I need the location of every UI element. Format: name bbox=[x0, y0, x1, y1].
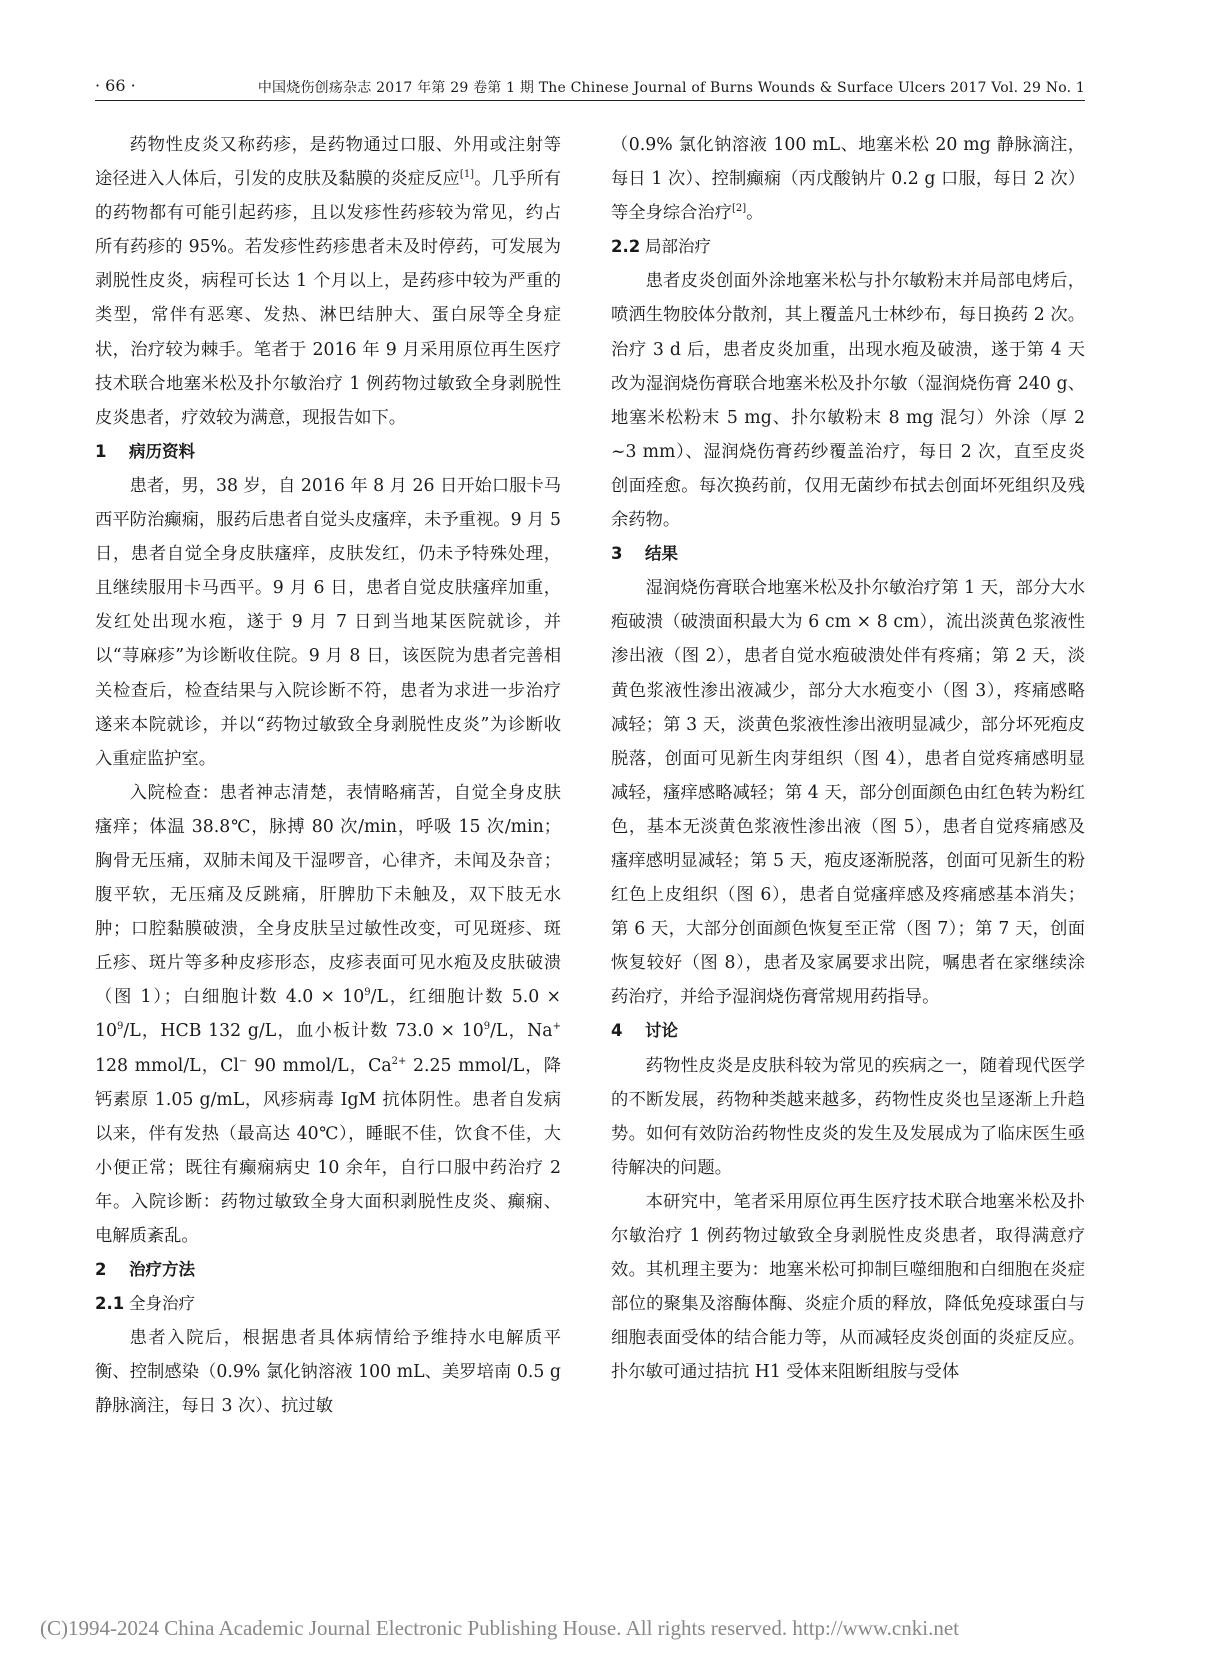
section-heading-treatment: 2 治疗方法 bbox=[95, 1260, 195, 1280]
section-heading-results: 3 结果 bbox=[611, 544, 678, 564]
journal-citation: 中国烧伤创疡杂志 2017 年第 29 卷第 1 期 The Chinese Journal of Burns Wounds & Surface Ulcers 2017 Vol. 29 No. 1 bbox=[257, 80, 1085, 96]
page-number: · 66 · bbox=[95, 76, 136, 95]
subsection-heading-local: 2.2 局部治疗 bbox=[611, 237, 711, 257]
results-paragraph: 湿润烧伤膏联合地塞米松及扑尔敏治疗第 1 天，部分大水疱破溃（破溃面积最大为 6 cm × 8 cm），流出淡黄色浆液性渗出液（图 2），患者自觉水疱破溃处伴有疼痛；第 2 天，淡黄色浆液性渗出液减少，部分大水疱变小（图 3），疼痛感略减轻；第 3 天，淡黄色浆液性渗出液明显减少，部分坏死疱皮脱落，创面可见新生肉芽组织（图 4），患者自觉疼痛感明显减轻，瘙痒感略减轻；第 4 天，部分创面颜色由红色转为粉红色，基本无淡黄色浆液性渗出液（图 5），患者自觉疼痛感及瘙痒感明显减轻；第 5 天，疱皮逐渐脱落，创面可见新生的粉红色上皮组织（图 6），患者自觉瘙痒感及疼痛感基本消失；第 6 天，大部分创面颜色恢复至正常（图 7）；第 7 天，创面恢复较好（图 8），患者及家属要求出院，嘱患者在家继续涂药治疗，并给予湿润烧伤膏常规用药指导。 bbox=[611, 578, 1085, 1008]
running-header bbox=[95, 72, 1085, 101]
left-column bbox=[95, 128, 561, 1424]
right-column bbox=[611, 128, 1085, 1389]
systemic-treatment-continued: （0.9% 氯化钠溶液 100 mL、地塞米松 20 mg 静脉滴注，每日 1 次）、控制癫痫（丙戊酸钠片 0.2 g 口服，每日 2 次）等全身综合治疗[2]。 bbox=[611, 135, 1085, 224]
section-heading-case: 1 病历资料 bbox=[95, 441, 195, 461]
discussion-paragraph-2: 本研究中，笔者采用原位再生医疗技术联合地塞米松及扑尔敏治疗 1 例药物过敏致全身剥脱性皮炎患者，取得满意疗效。其机理主要为：地塞米松可抑制巨噬细胞和白细胞在炎症部位的聚集及溶酶体酶、炎症介质的释放，降低免疫球蛋白与细胞表面受体的结合能力等，从而减轻皮炎创面的炎症反应。扑尔敏可通过拮抗 H1 受体来阻断组胺与受体 bbox=[611, 1191, 1085, 1383]
subsection-heading-systemic: 2.1 全身治疗 bbox=[95, 1294, 195, 1314]
case-history-paragraph: 患者，男，38 岁，自 2016 年 8 月 26 日开始口服卡马西平防治癫痫，服药后患者自觉头皮瘙痒，未予重视。9 月 5 日，患者自觉全身皮肤瘙痒，皮肤发红，仍未予特殊处理，且继续服用卡马西平。9 月 6 日，患者自觉皮肤瘙痒加重，发红处出现水疱，遂于 9 月 7 日到当地某医院就诊，并以“荨麻疹”为诊断收住院。9 月 8 日，该医院为患者完善相关检查后，检查结果与入院诊断不符，患者为求进一步治疗遂来本院就诊，并以“药物过敏致全身剥脱性皮炎”为诊断收入重症监护室。 bbox=[95, 475, 561, 769]
discussion-paragraph-1: 药物性皮炎是皮肤科较为常见的疾病之一，随着现代医学的不断发展，药物种类越来越多，药物性皮炎也呈逐渐上升趋势。如何有效防治药物性皮炎的发生及发展成为了临床医生亟待解决的问题。 bbox=[611, 1055, 1085, 1178]
citation-ref-1[interactable]: [1] bbox=[459, 169, 475, 181]
systemic-treatment-paragraph: 患者入院后，根据患者具体病情给予维持水电解质平衡、控制感染（0.9% 氯化钠溶液 100 mL、美罗培南 0.5 g 静脉滴注，每日 3 次）、抗过敏 bbox=[95, 1328, 561, 1417]
intro-paragraph: 药物性皮炎又称药疹，是药物通过口服、外用或注射等途径进入人体后，引发的皮肤及黏膜的炎症反应[1]。几乎所有的药物都有可能引起药疹，且以发疹性药疹较为常见，约占所有药疹的 95%。若发疹性药疹患者未及时停药，可发展为剥脱性皮炎，病程可长达 1 个月以上，是药疹中较为严重的类型，常伴有恶寒、发热、淋巴结肿大、蛋白尿等全身症状，治疗较为棘手。笔者于 2016 年 9 月采用原位再生医疗技术联合地塞米松及扑尔敏治疗 1 例药物过敏致全身剥脱性皮炎患者，疗效较为满意，现报告如下。 bbox=[95, 135, 561, 428]
copyright-footer: (C)1994-2024 China Academic Journal Electronic Publishing House. All rights reserved. http://www.cnki.net bbox=[40, 1616, 959, 1640]
local-treatment-paragraph: 患者皮炎创面外涂地塞米松与扑尔敏粉末并局部电烤后，喷洒生物胶体分散剂，其上覆盖凡士林纱布，每日换药 2 次。治疗 3 d 后，患者皮炎加重，出现水疱及破溃，遂于第 4 天改为湿润烧伤膏联合地塞米松及扑尔敏（湿润烧伤膏 240 g、地塞米松粉末 5 mg、扑尔敏粉末 8 mg 混匀）外涂（厚 2 ~3 mm）、湿润烧伤膏药纱覆盖治疗，每日 2 次，直至皮炎创面痊愈。每次换药前，仅用无菌纱布拭去创面坏死组织及残余药物。 bbox=[611, 271, 1085, 531]
citation-ref-2[interactable]: [2] bbox=[731, 203, 747, 215]
section-heading-discussion: 4 讨论 bbox=[611, 1021, 678, 1041]
admission-exam-paragraph: 入院检查：患者神志清楚，表情略痛苦，自觉全身皮肤瘙痒；体温 38.8℃，脉搏 80 次/min，呼吸 15 次/min；胸骨无压痛，双肺未闻及干湿啰音，心律齐，未闻及杂音；腹平软，无压痛及反跳痛，肝脾肋下未触及，双下肢无水肿；口腔黏膜破溃，全身皮肤呈过敏性改变，可见斑疹、斑丘疹、斑片等多种皮疹形态，皮疹表面可见水疱及皮肤破溃（图 1）；白细胞计数 $4.0 \times 10^9/L$，红细胞计数 $5.0 \times 10^9/L$，HCB 132 g/L，血小板计数 $73.0 \times 10^9/L$，Na+ 128 mmol/L，Cl− 90 mmol/L，$Ca^{2+}$ 2.25 mmol/L，降钙素原 1.05 g/mL，风疹病毒 IgM 抗体阴性。患者自发病以来，伴有发热（最高达 40℃），睡眠不佳，饮食不佳，大小便正常；既往有癫痫病史 10 余年，自行口服中药治疗 2 年。入院诊断：药物过敏致全身大面积剥脱性皮炎、癫痫、电解质紊乱。 bbox=[95, 782, 562, 1246]
